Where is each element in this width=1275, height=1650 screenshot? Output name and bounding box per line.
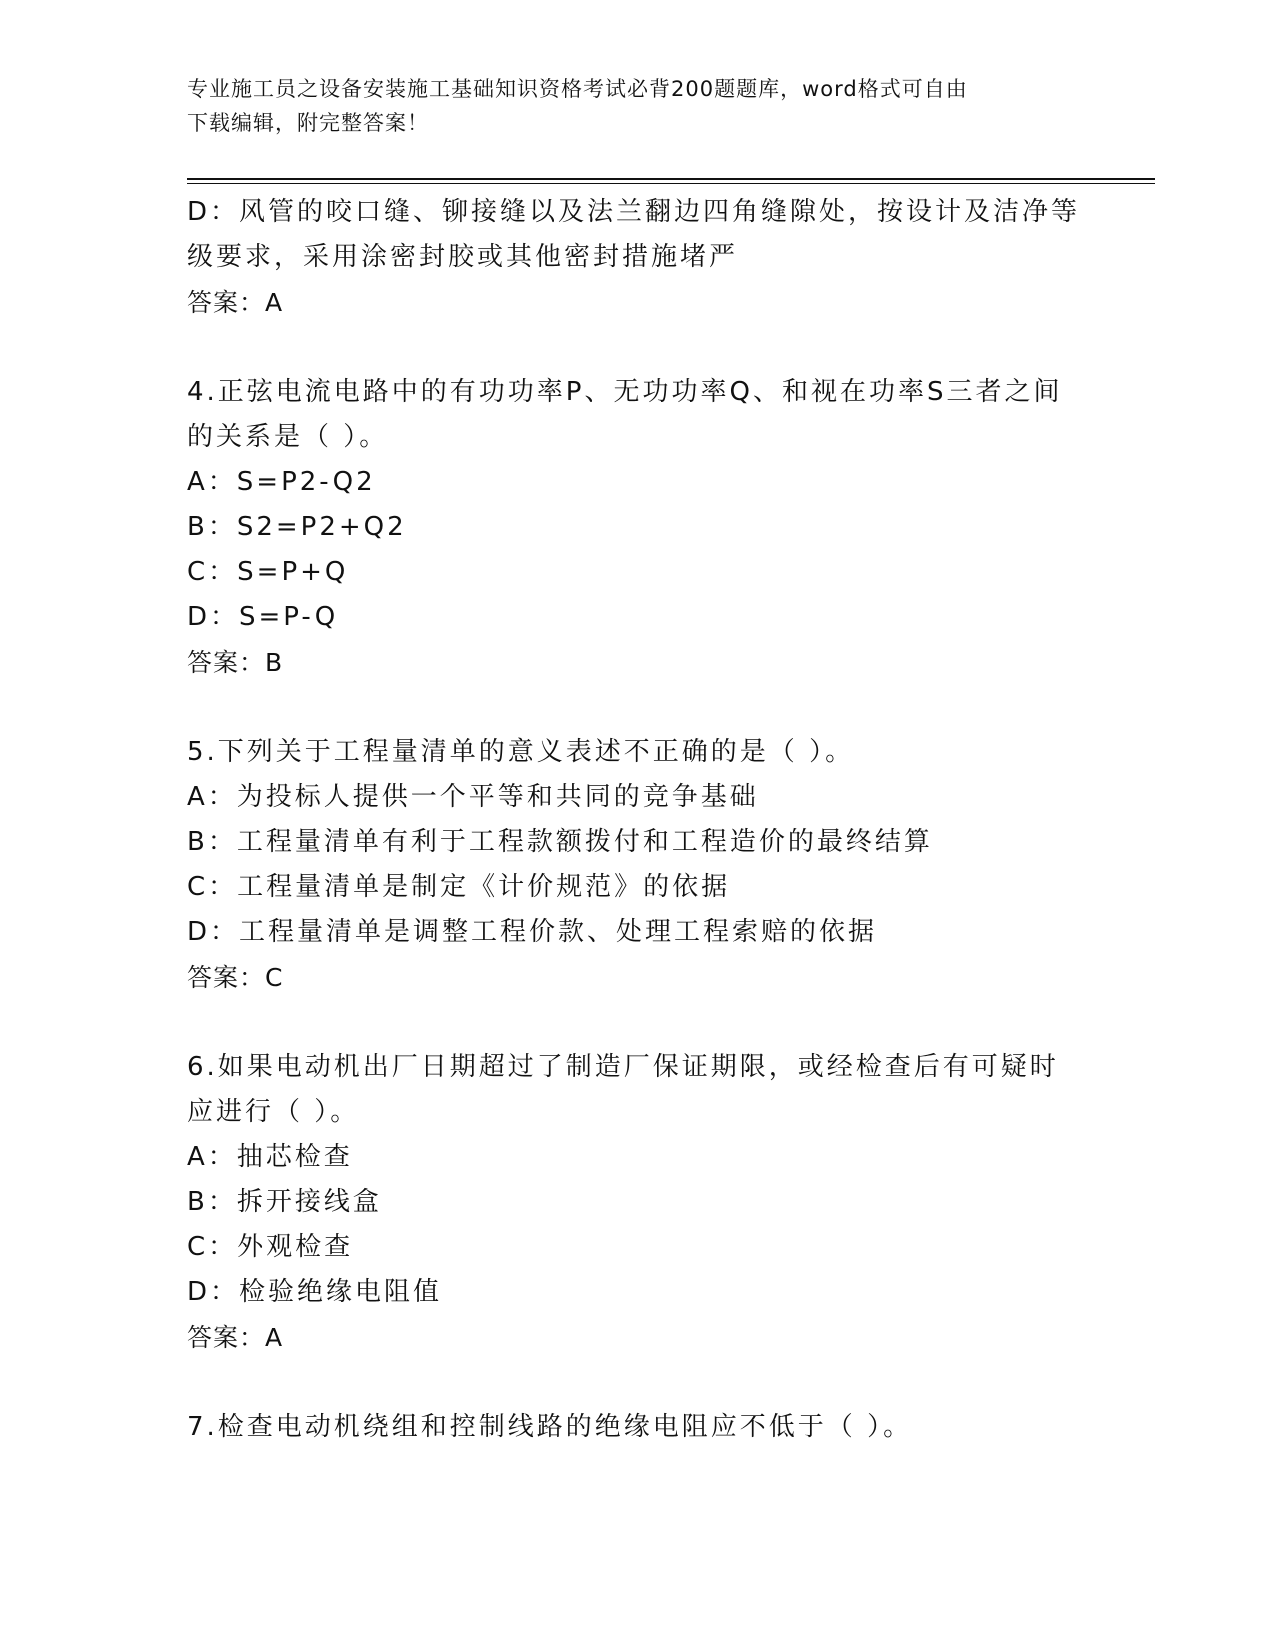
option-d: D：风管的咬口缝、铆接缝以及法兰翻边四角缝隙处，按设计及洁净等	[187, 197, 1081, 227]
answer-line: 答案：A	[187, 288, 284, 317]
question-5	[187, 730, 1087, 1000]
option-c: C：工程量清单是制定《计价规范》的依据	[187, 872, 731, 902]
header-divider-thin	[187, 183, 1155, 184]
option-b: B：S2=P2+Q2	[187, 512, 407, 542]
header-line-2: 下载编辑，附完整答案！	[187, 111, 429, 135]
question-stem: 7.检查电动机绕组和控制线路的绝缘电阻应不低于（ ）。	[187, 1412, 913, 1442]
option-c: C：外观检查	[187, 1232, 354, 1262]
question-stem: 5.下列关于工程量清单的意义表述不正确的是（ ）。	[187, 737, 855, 767]
option-d-continued: 级要求，采用涂密封胶或其他密封措施堵严	[187, 242, 739, 272]
document-header	[187, 72, 1087, 140]
header-line-1: 专业施工员之设备安装施工基础知识资格考试必背200题题库，word格式可自由	[187, 77, 968, 101]
question-3-tail	[187, 190, 1087, 325]
option-d: D：检验绝缘电阻值	[187, 1277, 443, 1307]
option-a: A：抽芯检查	[187, 1142, 353, 1172]
option-a: A：为投标人提供一个平等和共同的竞争基础	[187, 782, 759, 812]
question-list	[187, 190, 1087, 1450]
question-stem: 6.如果电动机出厂日期超过了制造厂保证期限，或经检查后有可疑时	[187, 1052, 1059, 1082]
question-stem-continued: 应进行（ ）。	[187, 1097, 360, 1127]
option-a: A：S=P2-Q2	[187, 467, 376, 497]
question-7	[187, 1405, 1087, 1450]
answer-line: 答案：B	[187, 648, 284, 677]
option-b: B：拆开接线盒	[187, 1187, 382, 1217]
option-b: B：工程量清单有利于工程款额拨付和工程造价的最终结算	[187, 827, 933, 857]
question-stem-continued: 的关系是（ ）。	[187, 422, 389, 452]
option-d: D：S=P-Q	[187, 602, 339, 632]
header-divider-thick	[187, 178, 1155, 180]
question-4	[187, 370, 1087, 685]
option-c: C：S=P+Q	[187, 557, 349, 587]
option-d: D：工程量清单是调整工程价款、处理工程索赔的依据	[187, 917, 878, 947]
answer-line: 答案：A	[187, 1323, 284, 1352]
question-stem: 4.正弦电流电路中的有功功率P、无功功率Q、和视在功率S三者之间	[187, 377, 1063, 407]
question-6	[187, 1045, 1087, 1360]
answer-line: 答案：C	[187, 963, 284, 992]
